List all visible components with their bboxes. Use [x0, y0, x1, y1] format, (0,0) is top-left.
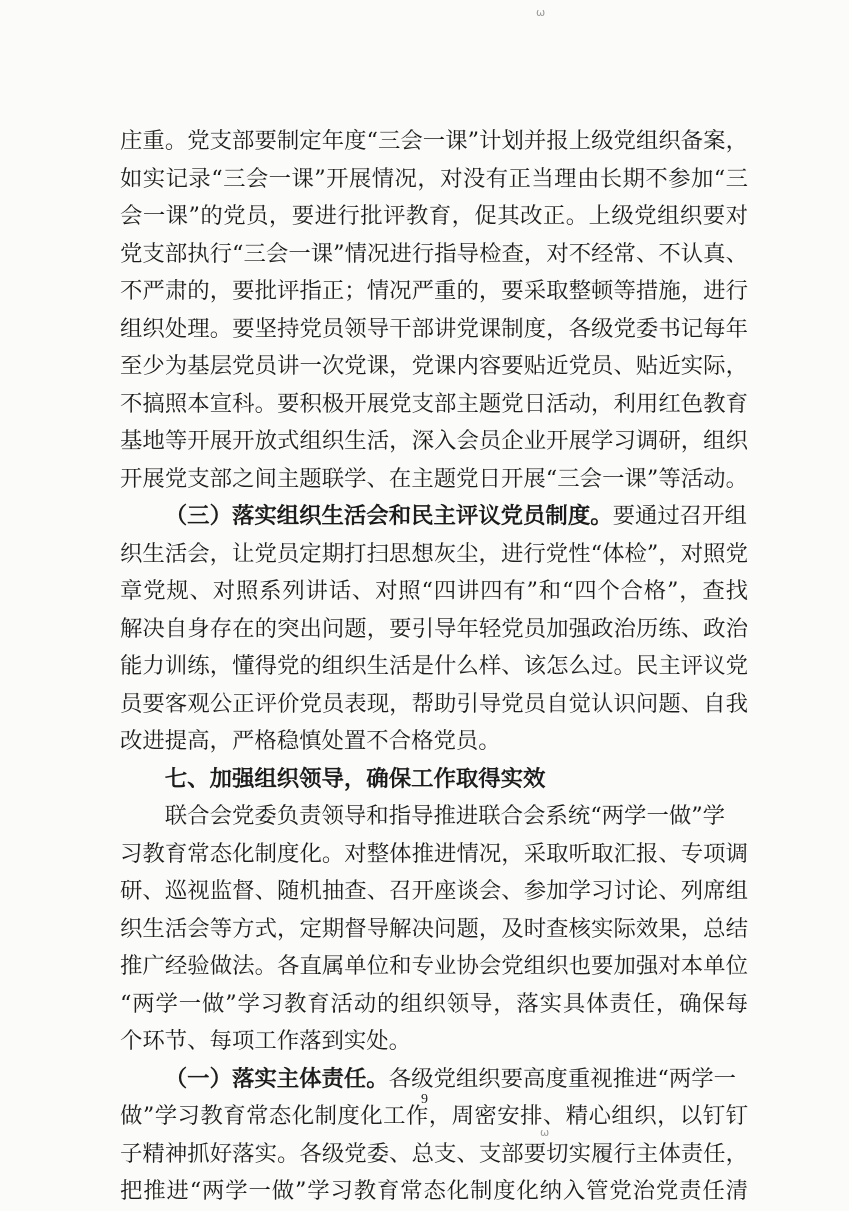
section-1-first-text: 各级党组织要高度重视推进“两学一 — [388, 1065, 737, 1092]
text-line: 庄重。党支部要制定年度“三会一课”计划并报上级党组织备案， — [120, 128, 748, 154]
text-line: 不搞照本宣科。要积极开展党支部主题党日活动，利用红色教育 — [120, 390, 748, 417]
text-line: 不严肃的，要批评指正；情况严重的，要采取整顿等措施，进行 — [120, 278, 748, 304]
section-3-first-line — [120, 498, 748, 536]
scan-mark-bottom: ω — [540, 1126, 550, 1139]
text-line: 改进提高，严格稳慎处置不合格党员。 — [120, 728, 501, 754]
text-line: 党支部执行“三会一课”情况进行指导检查，对不经常、不认真、 — [120, 240, 748, 267]
text-line: 至少为基层党员讲一次党课，党课内容要贴近党员、贴近实际， — [120, 353, 748, 379]
text-line: 章党规、对照系列讲话、对照“四讲四有”和“四个合格”，查找 — [120, 578, 748, 604]
text-line: 个环节、每项工作落到实处。 — [120, 1028, 412, 1054]
text-line: “两学一做”学习教育活动的组织领导，落实具体责任，确保每 — [120, 990, 748, 1017]
page-number: 9 — [421, 1092, 428, 1107]
text-line: 做”学习教育常态化制度化工作，周密安排、精心组织，以钉钉 — [120, 1103, 748, 1129]
text-line: 员要客观公正评价党员表现，帮助引导党员自觉认识问题、自我 — [120, 690, 748, 717]
section-7-heading: 七、加强组织领导，确保工作取得实效 — [164, 765, 546, 792]
text-line: 研、巡视监督、随机抽查、召开座谈会、参加学习讨论、列席组 — [120, 878, 748, 904]
document-body — [120, 123, 748, 1211]
section-1-heading: （一）落实主体责任。 — [164, 1065, 389, 1092]
section-3-heading: （三）落实组织生活会和民主评议党员制度。 — [164, 503, 613, 529]
section-3-first-text: 要通过召开组 — [612, 503, 747, 529]
text-line: 能力训练，懂得党的组织生活是什么样、该怎么过。民主评议党 — [120, 653, 748, 679]
text-line: 基地等开展开放式组织生活，深入会员企业开展学习调研，组织 — [120, 428, 748, 454]
text-line: 子精神抓好落实。各级党委、总支、支部要切实履行主体责任， — [120, 1140, 748, 1167]
text-line: 织生活会等方式，定期督导解决问题，及时查核实际效果，总结 — [120, 915, 748, 942]
text-line: 习教育常态化制度化。对整体推进情况，采取听取汇报、专项调 — [120, 840, 748, 867]
text-line: 解决自身存在的突出问题，要引导年轻党员加强政治历练、政治 — [120, 615, 748, 642]
text-line: 会一课”的党员，要进行批评教育，促其改正。上级党组织要对 — [120, 203, 748, 229]
text-line: 把推进“两学一做”学习教育常态化制度化纳入管党治党责任清 — [120, 1178, 748, 1204]
text-line: 织生活会，让党员定期打扫思想灰尘，进行党性“体检”，对照党 — [120, 540, 748, 567]
scan-mark-top: ω — [536, 6, 546, 19]
section-7-first-line: 联合会党委负责领导和指导推进联合会系统“两学一做”学 — [164, 803, 726, 829]
text-line: 推广经验做法。各直属单位和专业协会党组织也要加强对本单位 — [120, 953, 748, 979]
text-line: 如实记录“三会一课”开展情况，对没有正当理由长期不参加“三 — [120, 165, 748, 192]
text-line: 组织处理。要坚持党员领导干部讲党课制度，各级党委书记每年 — [120, 315, 748, 342]
text-line: 开展党支部之间主题联学、在主题党日开展“三会一课”等活动。 — [120, 465, 748, 492]
